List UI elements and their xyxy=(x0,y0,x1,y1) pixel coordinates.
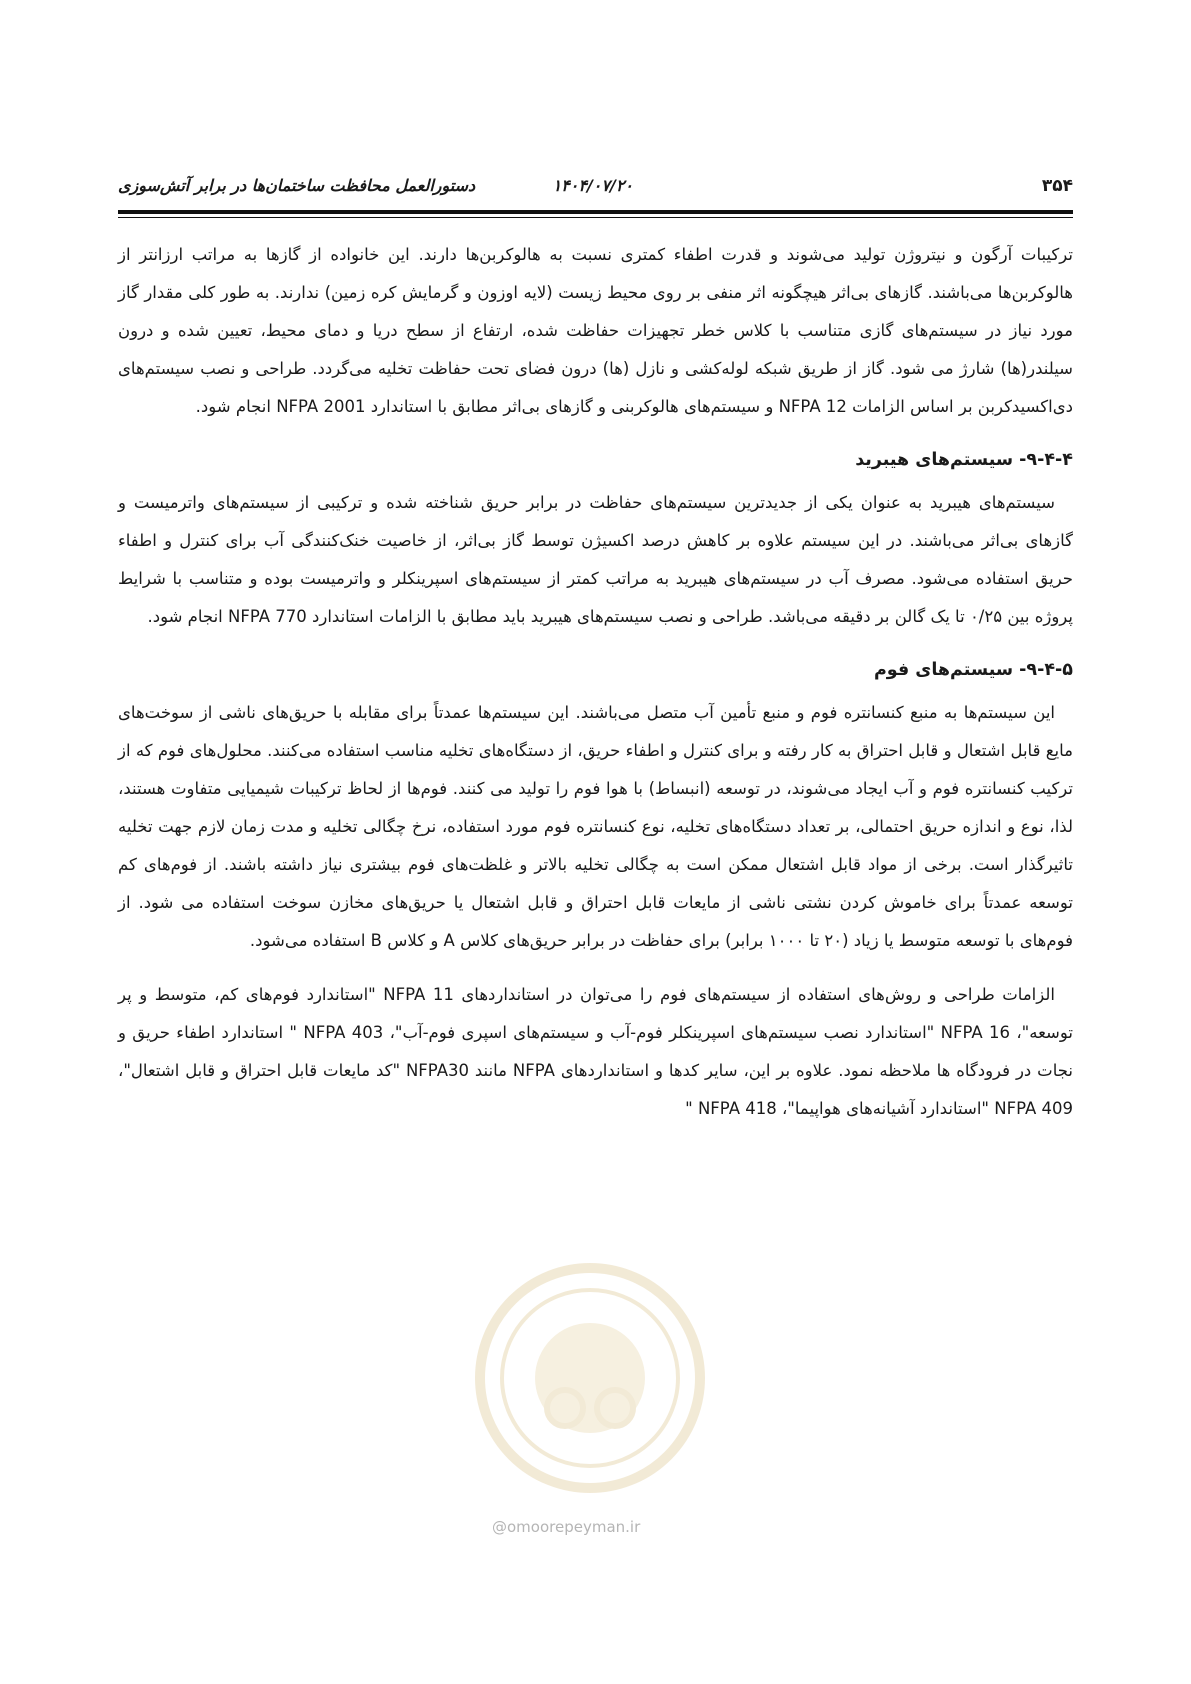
document-body xyxy=(118,236,1073,1144)
header-date: ۱۴۰۴/۰۷/۲۰ xyxy=(552,176,633,195)
watermark-site: @omoorepeyman.ir xyxy=(492,1518,641,1536)
header-rule-thin xyxy=(118,217,1073,218)
paragraph: این سیستم‌ها به منبع کنسانتره فوم و منبع تأمین آب متصل می‌باشند. این سیستم‌ها عمدتاً برای مقابله با حریق‌های ناشی از سوخت‌های مایع قابل اشتعال و قابل احتراق به کار رفته و برای کنترل و اطفاء حریق، از دستگاه‌های تخلیه مناسب استفاده می‌کنند. محلول‌های فوم که از ترکیب کنسانتره فوم و آب ایجاد می‌شوند، در توسعه (انبساط) با هوا فوم را تولید می کنند. فوم‌ها از لحاظ ترکیبات شیمیایی متفاوت هستند، لذا، نوع و اندازه حریق احتمالی، بر تعداد دستگاه‌های تخلیه، نوع کنسانتره فوم مورد استفاده، نرخ چگالی تخلیه و مدت زمان لازم جهت تخلیه تاثیرگذار است. برخی از مواد قابل اشتعال ممکن است به چگالی تخلیه بالاتر و غلظت‌های فوم بیشتری نیاز داشته باشند. از فوم‌های کم توسعه عمدتاً برای خاموش کردن نشتی ناشی از مایعات قابل احتراق و قابل اشتعال یا حریق‌های مخازن سوخت استفاده می شود. از فوم‌های با توسعه متوسط یا زیاد (۲۰ تا ۱۰۰۰ برابر) برای حفاظت در برابر حریق‌های کلاس A و کلاس B استفاده می‌شود. xyxy=(118,703,1073,950)
section-heading-foam: ۹-۴-۵- سیستم‌های فوم xyxy=(873,660,1073,680)
watermark-seal-icon xyxy=(470,1258,710,1498)
running-header xyxy=(118,172,1073,202)
paragraph: سیستم‌های هیبرید به عنوان یکی از جدیدترین سیستم‌های حفاظت در برابر حریق شناخته شده و ترکیبی از سیستم‌های واترمیست و گازهای بی‌اثر می‌باشند. در این سیستم علاوه بر کاهش درصد اکسیژن توسط گاز بی‌اثر، از خاصیت خنک‌کنندگی آب برای کنترل و اطفاء حریق استفاده می‌شود. مصرف آب در سیستم‌های هیبرید به مراتب کمتر از سیستم‌های اسپرینکلر و واترمیست بوده و متناسب با شرایط پروژه بین ۰/۲۵ تا یک گالن بر دقیقه می‌باشد. طراحی و نصب سیستم‌های هیبرید باید مطابق با الزامات استاندارد NFPA 770 انجام شود. xyxy=(118,493,1073,626)
paragraph: الزامات طراحی و روش‌های استفاده از سیستم‌های فوم را می‌توان در استانداردهای NFPA 11 "استاندارد فوم‌های کم، متوسط و پر توسعه"، NFPA 16 "استاندارد نصب سیستم‌های اسپرینکلر فوم-آب و سیستم‌های اسپری فوم-آب"، NFPA 403 " استاندارد اطفاء حریق و نجات در فرودگاه ها ملاحظه نمود. علاوه بر این، سایر کدها و استانداردهای NFPA مانند NFPA30 "کد مایعات قابل احتراق و قابل اشتعال"، NFPA 409 "استاندارد آشیانه‌های هواپیما"، NFPA 418 " xyxy=(118,985,1073,1118)
page-number: ۳۵۴ xyxy=(1041,176,1073,196)
paragraph: ترکیبات آرگون و نیتروژن تولید می‌شوند و قدرت اطفاء کمتری نسبت به هالوکربن‌ها دارند. این خانواده از گازها به مراتب ارزانتر از هالوکربن‌ها می‌باشند. گازهای بی‌اثر هیچگونه اثر منفی بر روی محیط زیست (لایه اوزون و گرمایش کره زمین) ندارند. به طور کلی مقدار گاز مورد نیاز در سیستم‌های گازی متناسب با کلاس خطر تجهیزات حفاظت شده، ارتفاع از سطح دریا و دمای محیط، تعیین شده و درون سیلندر(ها) شارژ می شود. گاز از طریق شبکه لوله‌کشی و نازل (ها) درون فضای تحت حفاظت تخلیه می‌گردد. طراحی و نصب سیستم‌های دی‌اکسیدکربن بر اساس الزامات NFPA 12 و سیستم‌های هالوکربنی و گازهای بی‌اثر مطابق با استاندارد NFPA 2001 انجام شود. xyxy=(118,245,1073,416)
header-rule-thick xyxy=(118,210,1073,214)
section-heading-hybrid: ۹-۴-۴- سیستم‌های هیبرید xyxy=(855,450,1073,470)
header-title: دستورالعمل محافظت ساختمان‌ها در برابر آتش‌سوزی xyxy=(118,176,476,195)
